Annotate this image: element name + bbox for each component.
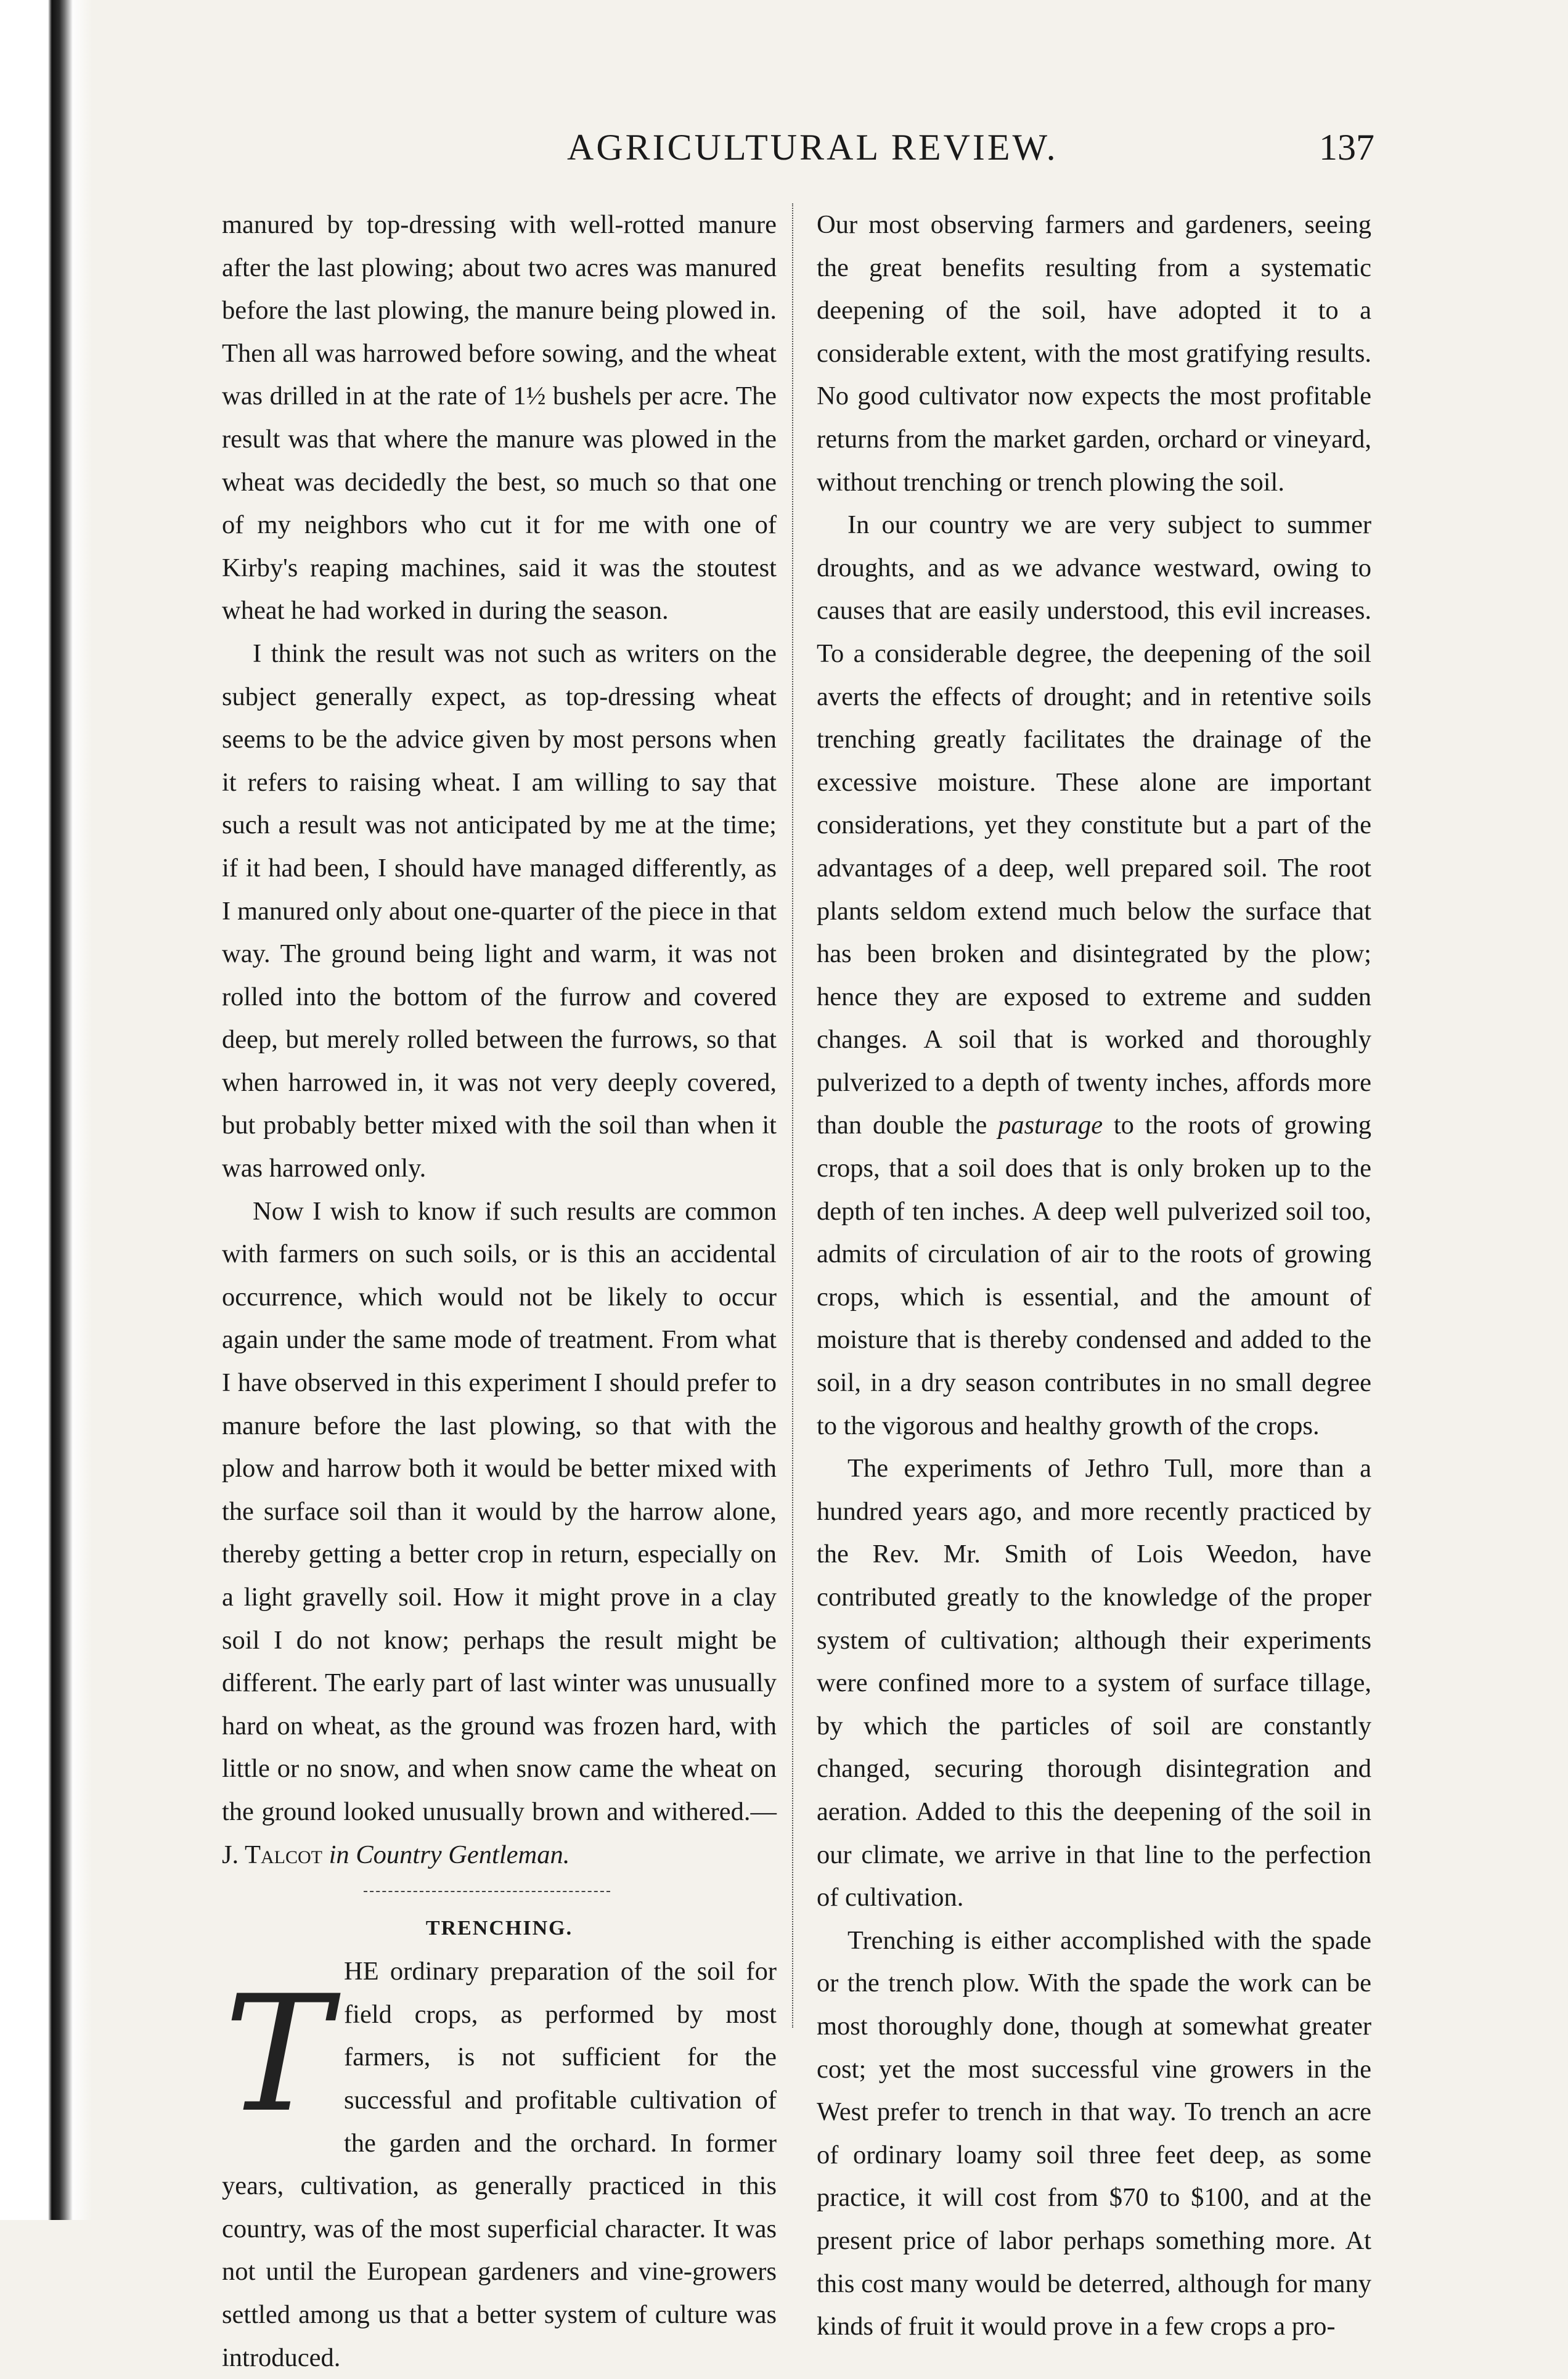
right-paragraph-2 (817, 504, 1371, 1447)
right-paragraph-3: The experiments of Jethro Tull, more than a hundred years ago, and more recently practiced by the Rev. Mr. Smith of Lois Weedon, have contributed greatly to the knowledge of the proper system of cultivation; although their experiments were confined more to a system of surface tillage, by which the particles of soil are constantly changed, securing thorough disintegration and aeration. Added to this the deepening of the soil in our climate, we arrive in that line to the perfection of cultivation. (817, 1454, 1371, 1912)
right-paragraph-2b: to the roots of growing crops, that a soil does that is only broken up to the depth of ten inches. A deep well pulverized soil too, admits of circulation of air to the roots of growing crops, which is essential, and the amount of moisture that is thereby condensed and added to the soil, in a dry season contributes in no small degree to the vigorous and healthy growth of the crops. (817, 1111, 1371, 1440)
left-paragraph-3 (222, 1190, 777, 1877)
right-column (817, 203, 1371, 2348)
left-paragraph-3-text: Now I wish to know if such results are common with farmers on such soils, or is this an accidental occurrence, which would not be likely to occur again under the same mode of treatment. From what I have observed in this experiment I should prefer to manure before the last plowing, so that with the plow and harrow both it would be better mixed with the surface soil than it would by the harrow alone, thereby getting a better crop in return, especially on a light gravelly soil. How it might prove in a clay soil I do not know; perhaps the result might be different. The early part of last winter was unusually hard on wheat, as the ground was frozen hard, with little or no snow, and when snow came the wheat on the ground looked unusually brown and withered.— (222, 1196, 777, 1826)
right-paragraph-4: Trenching is either accomplished with the spade or the trench plow. With the spade the work can be most thoroughly done, though at somewhat greater cost; yet the most successful vine growers in the West prefer to trench in that way. To trench an acre of ordinary loamy soil three feet deep, as some practice, it will cost from $70 to $100, and at the present price of labor perhaps something more. At this cost many would be deterred, although for many kinds of fruit it would prove in a few crops a pro- (817, 1925, 1371, 2341)
running-head-title: AGRICULTURAL REVIEW. (567, 127, 1058, 168)
page-binding-edge (0, 0, 92, 2220)
section-title: TRENCHING. (425, 1917, 573, 1940)
source-prefix: in (322, 1840, 356, 1869)
article-signature: J. Talcot (222, 1840, 322, 1869)
page-number: 137 (1319, 127, 1374, 168)
ornamental-dropcap: T (224, 1962, 331, 2148)
left-paragraph-4: HE ordinary preparation of the soil for field crops, as performed by most farmers, is not sufficient for the successful and profitable cultivation of the garden and the orchard. In former years, cultivation, as generally practiced in this country, was of the most superficial character. It was not until the European gardeners and vine-growers settled among us that a better system of culture was introduced. (222, 1957, 777, 2372)
article-separator (222, 1876, 777, 1907)
right-paragraph-2a: In our country we are very subject to summer droughts, and as we advance westward, owing to causes that are easily understood, this evil increases. To a considerable degree, the deepening of the soil averts the effects of drought; and in retentive soils trenching greatly facilitates the drainage of the excessive moisture. These alone are important considerations, yet they constitute but a part of the advantages of a deep, well prepared soil. The root plants seldom extend much below the surface that has been broken and disintegrated by the plow; hence they are exposed to extreme and sudden changes. A soil that is worked and thoroughly pulverized to a depth of twenty inches, affords more than double the (817, 510, 1371, 1140)
trenching-intro (222, 1950, 777, 2379)
left-paragraph-2: I think the result was not such as writers on the subject generally expect, as top-dressing wheat seems to be the advice given by most persons when it refers to raising wheat. I am willing to say that such a result was not anticipated by me at the time; if it had been, I should have managed differently, as I manured only about one-quarter of the piece in that way. The ground being light and warm, it was not rolled into the bottom of the furrow and covered deep, but merely rolled between the furrows, so that when harrowed in, it was not very deeply covered, but probably better mixed with the soil than when it was harrowed only. (222, 639, 777, 1183)
left-paragraph-1: manured by top-dressing with well-rotted manure after the last plowing; about two acres was manured before the last plowing, the manure being plowed in. Then all was harrowed before sowing, and the wheat was drilled in at the rate of 1½ bushels per acre. The result was that where the manure was plowed in the wheat was decidedly the best, so much so that one of my neighbors who cut it for me with one of Kirby's reaping machines, said it was the stoutest wheat he had worked in during the season. (222, 210, 777, 626)
column-divider (792, 203, 793, 2028)
right-paragraph-2-emphasis: pasturage (998, 1111, 1103, 1140)
running-head (222, 126, 1374, 182)
article-source: Country Gentleman. (356, 1840, 570, 1869)
left-column (222, 203, 777, 2379)
right-paragraph-1: Our most observing farmers and gardeners, seeing the great benefits resulting from a systematic deepening of the soil, have adopted it to a considerable extent, with the most gratifying results. No good cultivator now expects the most profitable returns from the market garden, orchard or vineyard, without trenching or trench plowing the soil. (817, 210, 1371, 497)
